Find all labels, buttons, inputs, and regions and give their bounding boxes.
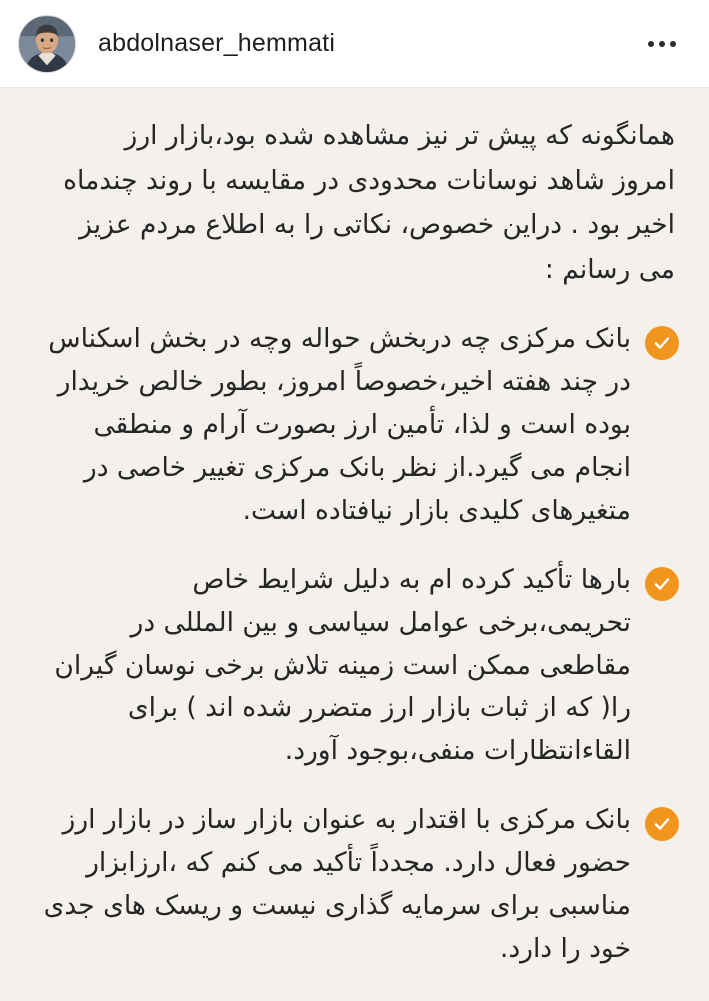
list-item [34, 799, 679, 971]
check-circle-icon [645, 807, 679, 841]
list-item-text: بارها تأکید کرده ام به دلیل شرایط خاص تحریمی،برخی عوامل سیاسی و بین المللی در مقاطعی ممکن است زمینه تلاش برخی نوسان گیران را( که از ثبات بازار ارز متضرر شده اند ) برای القاءانتظارات منفی،بوجود آورد. [54, 563, 631, 767]
list-item-text: بانک مرکزی چه دربخش حواله وچه در بخش اسکناس در چند هفته اخیر،خصوصاً امروز، بطور خالص خریدار بوده است و لذا، تأمین ارز بصورت آرام و منطقی انجام می گیرد.از نظر بانک مرکزی تغییر خاصی در متغیرهای کلیدی بازار نیافتاده است. [48, 323, 631, 526]
more-dot [659, 41, 665, 47]
post-header [0, 0, 709, 88]
avatar-photo-icon [19, 17, 75, 73]
list-item [34, 559, 679, 774]
list-item [34, 318, 679, 533]
check-circle-icon [645, 567, 679, 601]
more-dot [670, 41, 676, 47]
list-item-text: بانک مرکزی با اقتدار به عنوان بازار ساز در بازار ارز حضور فعال دارد. مجدداً تأکید می کنم که ،ارزابزار مناسبی برای سرمایه گذاری نیست و ریسک های جدی خود را دارد. [43, 804, 631, 965]
check-circle-icon [645, 326, 679, 360]
post-intro-paragraph: همانگونه که پیش تر نیز مشاهده شده بود،بازار ارز امروز شاهد نوسانات محدودی در مقایسه با روند چندماه اخیر بود . دراین خصوص، نکاتی را به اطلاع مردم عزیز می رسانم : [63, 120, 675, 285]
username-label[interactable]: abdolnaser_hemmati [98, 29, 336, 57]
post-body [0, 88, 709, 1001]
avatar[interactable] [18, 15, 76, 73]
more-options-button[interactable] [641, 23, 683, 65]
more-dot [648, 41, 654, 47]
post-bullet-list [34, 318, 679, 971]
